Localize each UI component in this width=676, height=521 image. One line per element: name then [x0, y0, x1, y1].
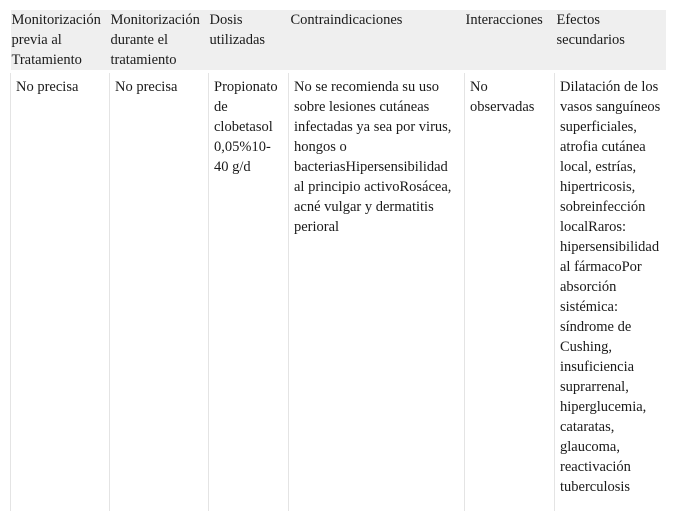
- header-row: [11, 10, 667, 70]
- table-body: [11, 70, 667, 511]
- cell-doses-used: Propionato de clobetasol 0,05%10-40 g/d: [209, 73, 289, 511]
- cell-interactions: No observadas: [465, 73, 555, 511]
- header-doses-used: Dosis utilizadas: [209, 12, 266, 48]
- cell-pre-treatment-monitoring: No precisa: [11, 73, 110, 511]
- header-side-effects: Efectos secundarios: [556, 12, 625, 48]
- cell-side-effects: Dilatación de los vasos sanguíneos superficiales, atrofia cutánea local, estrías, hipertricosis, sobreinfección localRaros: hipersensibilidad al fármacoPor absorción sistémica: síndrome de Cushing, insuficiencia suprarrenal, hiperglucemia, cataratas, glaucoma, reactivación tuberculosis: [555, 73, 667, 511]
- table-row: [11, 73, 667, 511]
- table-header: [11, 10, 667, 70]
- header-interactions: Interacciones: [465, 12, 543, 28]
- header-pre-treatment-monitoring: Monitorización previa al Tratamiento: [11, 12, 101, 68]
- cell-contraindications: No se recomienda su uso sobre lesiones cutáneas infectadas ya sea por virus, hongos o bacteriasHipersensibilidad al principio activoRosácea, acné vulgar y dermatitis perioral: [289, 73, 465, 511]
- header-during-treatment-monitoring: Monitorización durante el tratamiento: [110, 12, 200, 68]
- header-contraindications: Contraindicaciones: [290, 12, 403, 28]
- treatment-table: [10, 10, 666, 511]
- cell-during-treatment-monitoring: No precisa: [110, 73, 209, 511]
- document-page: [10, 10, 666, 511]
